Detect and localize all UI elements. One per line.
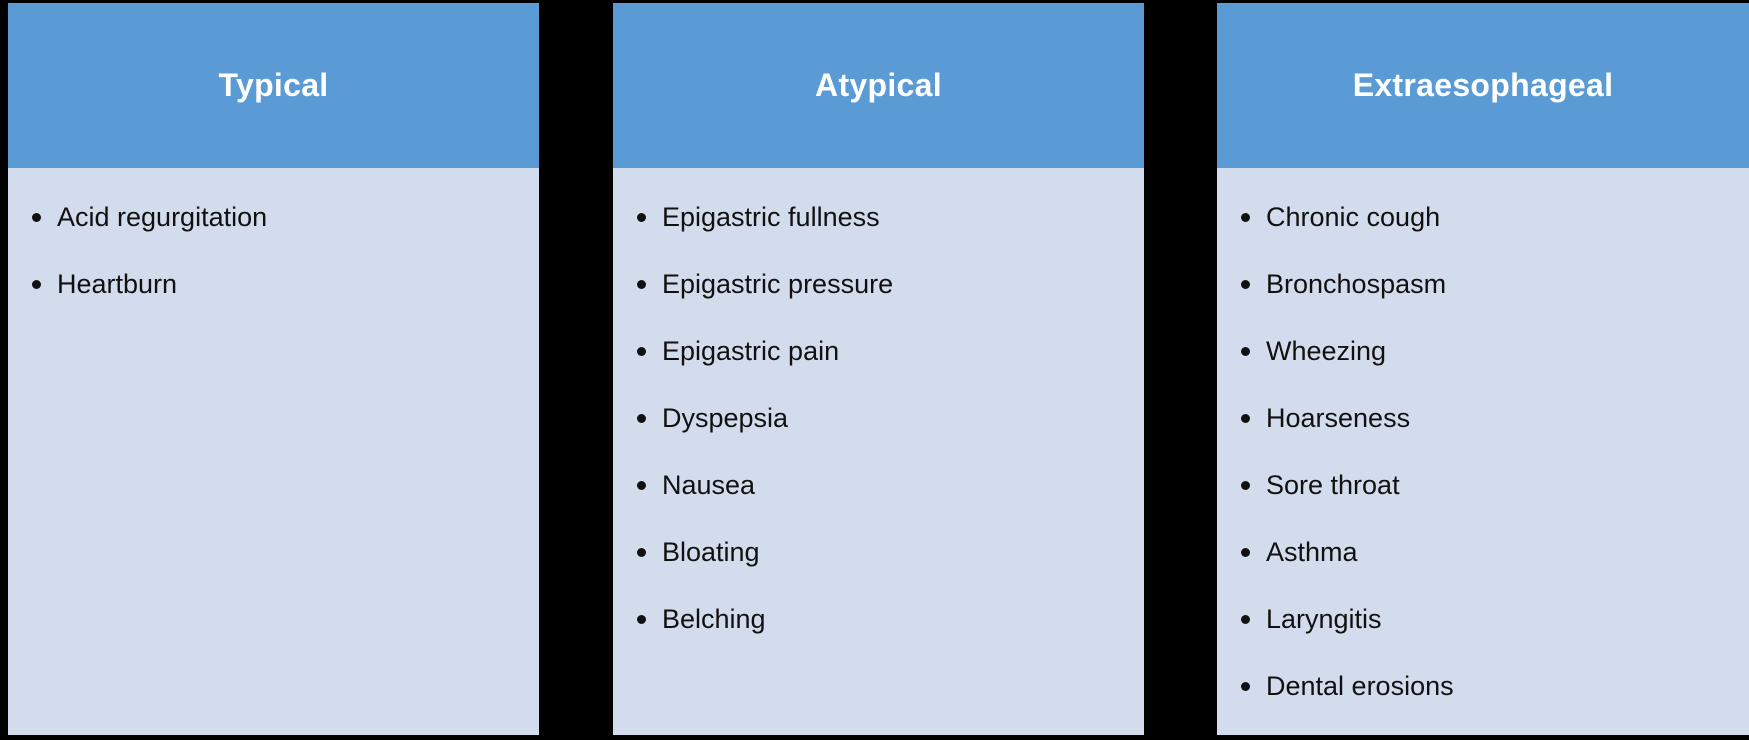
extraesophageal-symptom-list	[1241, 184, 1739, 720]
list-item-label: Nausea	[662, 470, 756, 500]
list-item-label: Chronic cough	[1266, 202, 1441, 232]
list-item	[637, 184, 1134, 251]
list-item	[1241, 318, 1739, 385]
list-item	[32, 184, 529, 251]
list-item	[1241, 586, 1739, 653]
bullet-icon	[1241, 548, 1250, 557]
list-item	[1241, 653, 1739, 720]
list-item-label: Bronchospasm	[1266, 269, 1447, 299]
list-item	[1241, 184, 1739, 251]
extraesophageal-card-body	[1217, 168, 1749, 735]
list-item	[1241, 251, 1739, 318]
list-item-label: Epigastric pressure	[662, 269, 894, 299]
bullet-icon	[637, 347, 646, 356]
list-item-label: Epigastric pain	[662, 336, 840, 366]
list-item-label: Acid regurgitation	[57, 202, 268, 232]
bullet-icon	[637, 481, 646, 490]
list-item	[637, 519, 1134, 586]
bullet-icon	[637, 548, 646, 557]
atypical-card-body	[613, 168, 1144, 735]
list-item-label: Laryngitis	[1266, 604, 1382, 634]
atypical-symptom-list	[637, 184, 1134, 653]
bullet-icon	[1241, 213, 1250, 222]
list-item	[32, 251, 529, 318]
list-item	[637, 251, 1134, 318]
bullet-icon	[1241, 280, 1250, 289]
list-item	[637, 586, 1134, 653]
list-item-label: Wheezing	[1266, 336, 1387, 366]
list-item-label: Heartburn	[57, 269, 178, 299]
list-item	[637, 385, 1134, 452]
list-item-label: Hoarseness	[1266, 403, 1411, 433]
bullet-icon	[1241, 615, 1250, 624]
bullet-icon	[32, 213, 41, 222]
bullet-icon	[1241, 347, 1250, 356]
bullet-icon	[1241, 414, 1250, 423]
bullet-icon	[637, 615, 646, 624]
list-item-label: Asthma	[1266, 537, 1358, 567]
list-item	[637, 318, 1134, 385]
typical-symptom-list	[32, 184, 529, 318]
list-item-label: Sore throat	[1266, 470, 1400, 500]
bullet-icon	[1241, 682, 1250, 691]
typical-card-body	[8, 168, 539, 735]
list-item-label: Dental erosions	[1266, 671, 1454, 701]
list-item-label: Bloating	[662, 537, 760, 567]
bullet-icon	[637, 280, 646, 289]
list-item	[1241, 385, 1739, 452]
typical-card-header: Typical	[8, 3, 539, 168]
list-item-label: Epigastric fullness	[662, 202, 880, 232]
list-item	[1241, 452, 1739, 519]
list-item	[637, 452, 1134, 519]
typical-symptoms-card	[8, 3, 539, 735]
extraesophageal-card-header: Extraesophageal	[1217, 3, 1749, 168]
bullet-icon	[1241, 481, 1250, 490]
list-item-label: Dyspepsia	[662, 403, 789, 433]
bullet-icon	[637, 213, 646, 222]
bullet-icon	[637, 414, 646, 423]
extraesophageal-symptoms-card	[1217, 3, 1749, 735]
bullet-icon	[32, 280, 41, 289]
atypical-card-header: Atypical	[613, 3, 1144, 168]
atypical-symptoms-card	[613, 3, 1144, 735]
list-item-label: Belching	[662, 604, 766, 634]
list-item	[1241, 519, 1739, 586]
